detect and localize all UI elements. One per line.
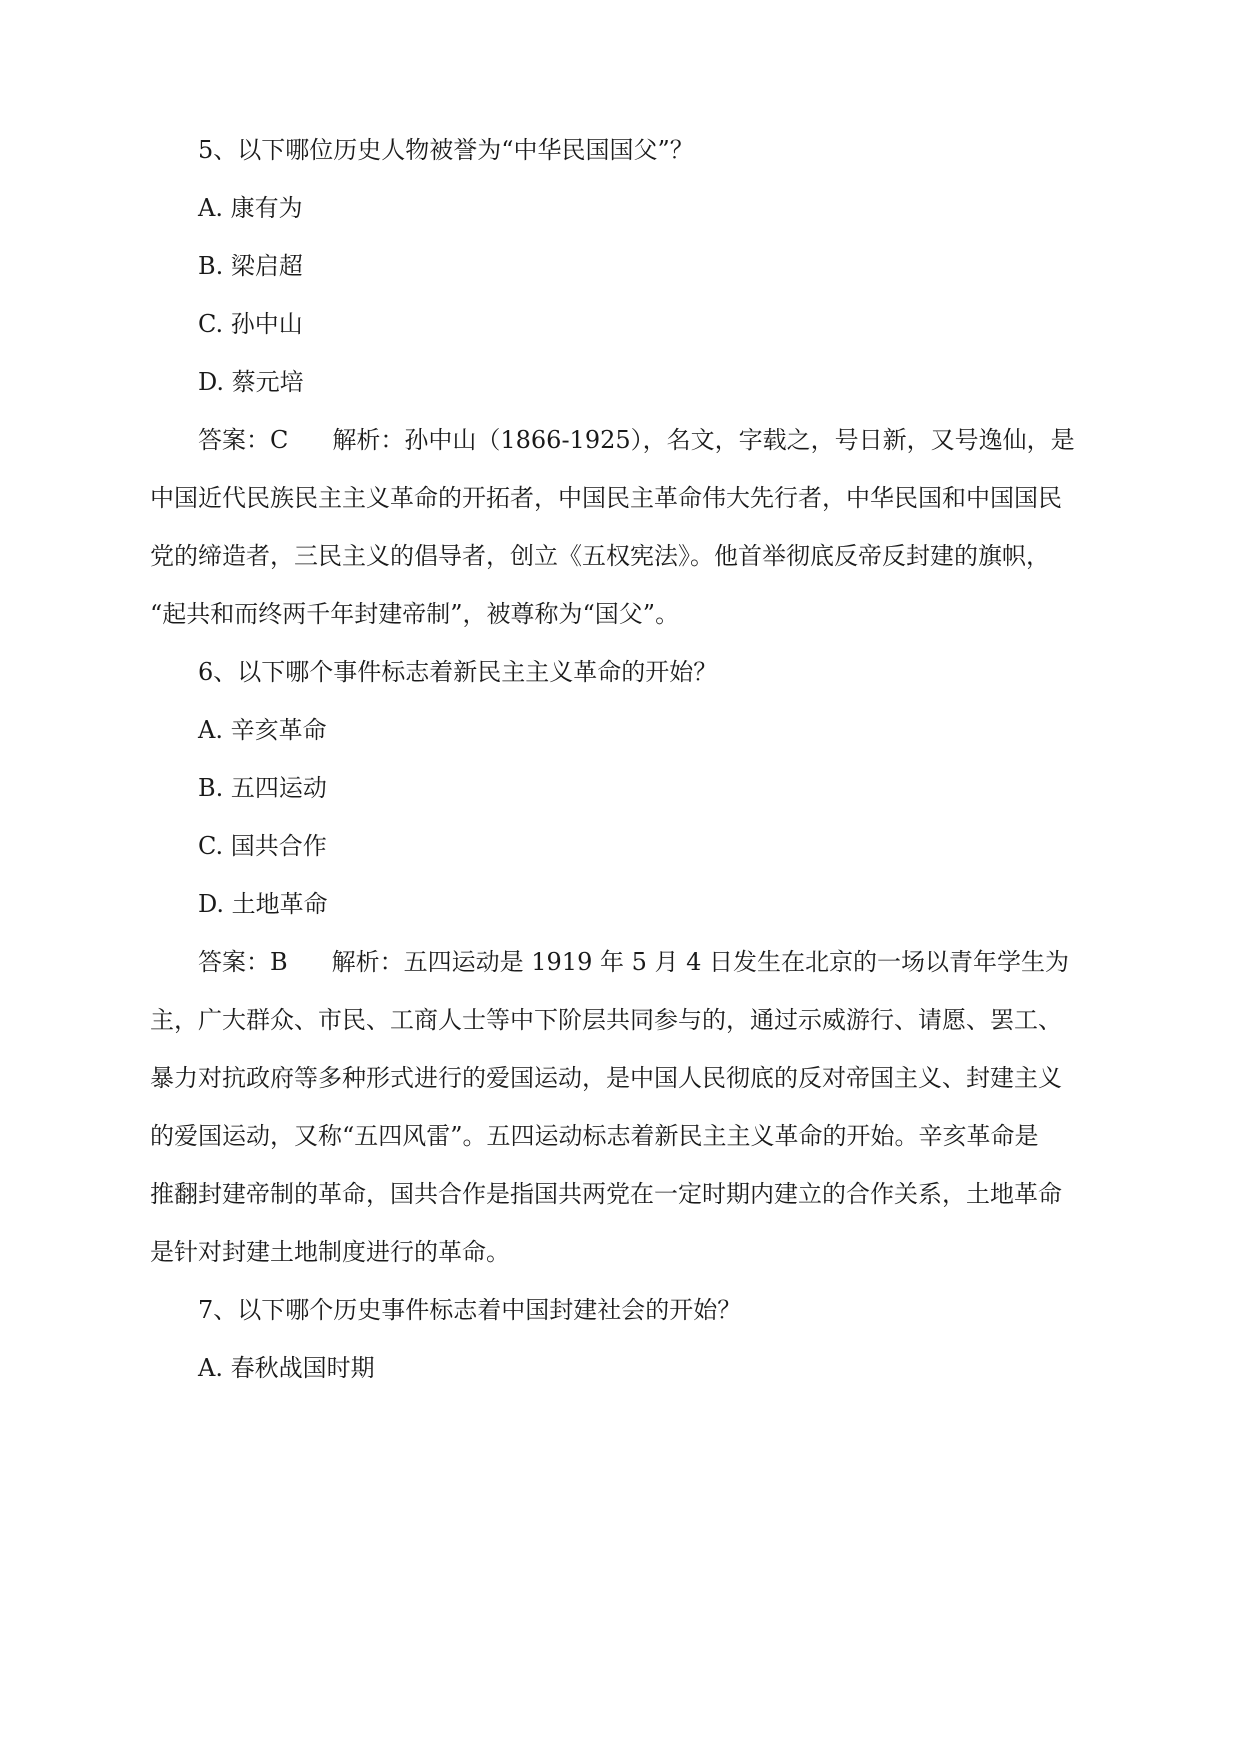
question-5-analysis-line-4: “起共和而终两千年封建帝制”，被尊称为“国父”。 xyxy=(150,600,680,628)
question-6-option-c: C. 国共合作 xyxy=(198,832,327,860)
question-6-option-b: B. 五四运动 xyxy=(198,774,327,802)
question-6-analysis-line-2: 主，广大群众、市民、工商人士等中下阶层共同参与的，通过示威游行、请愿、罢工、 xyxy=(150,1006,1062,1034)
question-6-answer: 答案：B xyxy=(198,948,288,976)
question-5-answer-row xyxy=(0,423,1241,457)
question-5-analysis-line-2: 中国近代民族民主主义革命的开拓者，中国民主革命伟大先行者，中华民国和中国国民 xyxy=(150,484,1062,512)
question-6-analysis-line-5: 推翻封建帝制的革命，国共合作是指国共两党在一定时期内建立的合作关系，土地革命 xyxy=(150,1180,1062,1208)
question-5-answer: 答案：C xyxy=(198,426,289,454)
question-6-option-a: A. 辛亥革命 xyxy=(198,716,327,744)
question-5-analysis-line-1: 解析：孙中山（1866-1925），名文，字载之，号日新，又号逸仙，是 xyxy=(332,426,1075,454)
question-5-option-c: C. 孙中山 xyxy=(198,310,303,338)
question-5-option-a: A. 康有为 xyxy=(198,194,303,222)
question-6-analysis-line-4: 的爱国运动，又称“五四风雷”。五四运动标志着新民主主义革命的开始。辛亥革命是 xyxy=(150,1122,1039,1150)
question-5-option-b: B. 梁启超 xyxy=(198,252,303,280)
question-5-prompt: 5、以下哪位历史人物被誉为“中华民国国父”？ xyxy=(198,136,694,164)
question-7-option-a: A. 春秋战国时期 xyxy=(198,1354,375,1382)
question-6-option-d: D. 土地革命 xyxy=(198,890,328,918)
question-6-analysis-line-6: 是针对封建土地制度进行的革命。 xyxy=(150,1238,510,1266)
question-6-answer-row xyxy=(0,945,1241,979)
question-5-analysis-line-3: 党的缔造者，三民主义的倡导者，创立《五权宪法》。他首举彻底反帝反封建的旗帜， xyxy=(150,542,1050,570)
question-6-analysis-line-1: 解析：五四运动是 1919 年 5 月 4 日发生在北京的一场以青年学生为 xyxy=(331,948,1070,976)
question-6-prompt: 6、以下哪个事件标志着新民主主义革命的开始？ xyxy=(198,658,718,686)
question-6-analysis-line-3: 暴力对抗政府等多种形式进行的爱国运动，是中国人民彻底的反对帝国主义、封建主义 xyxy=(150,1064,1062,1092)
question-7-prompt: 7、以下哪个历史事件标志着中国封建社会的开始？ xyxy=(198,1296,742,1324)
question-5-option-d: D. 蔡元培 xyxy=(198,368,304,396)
